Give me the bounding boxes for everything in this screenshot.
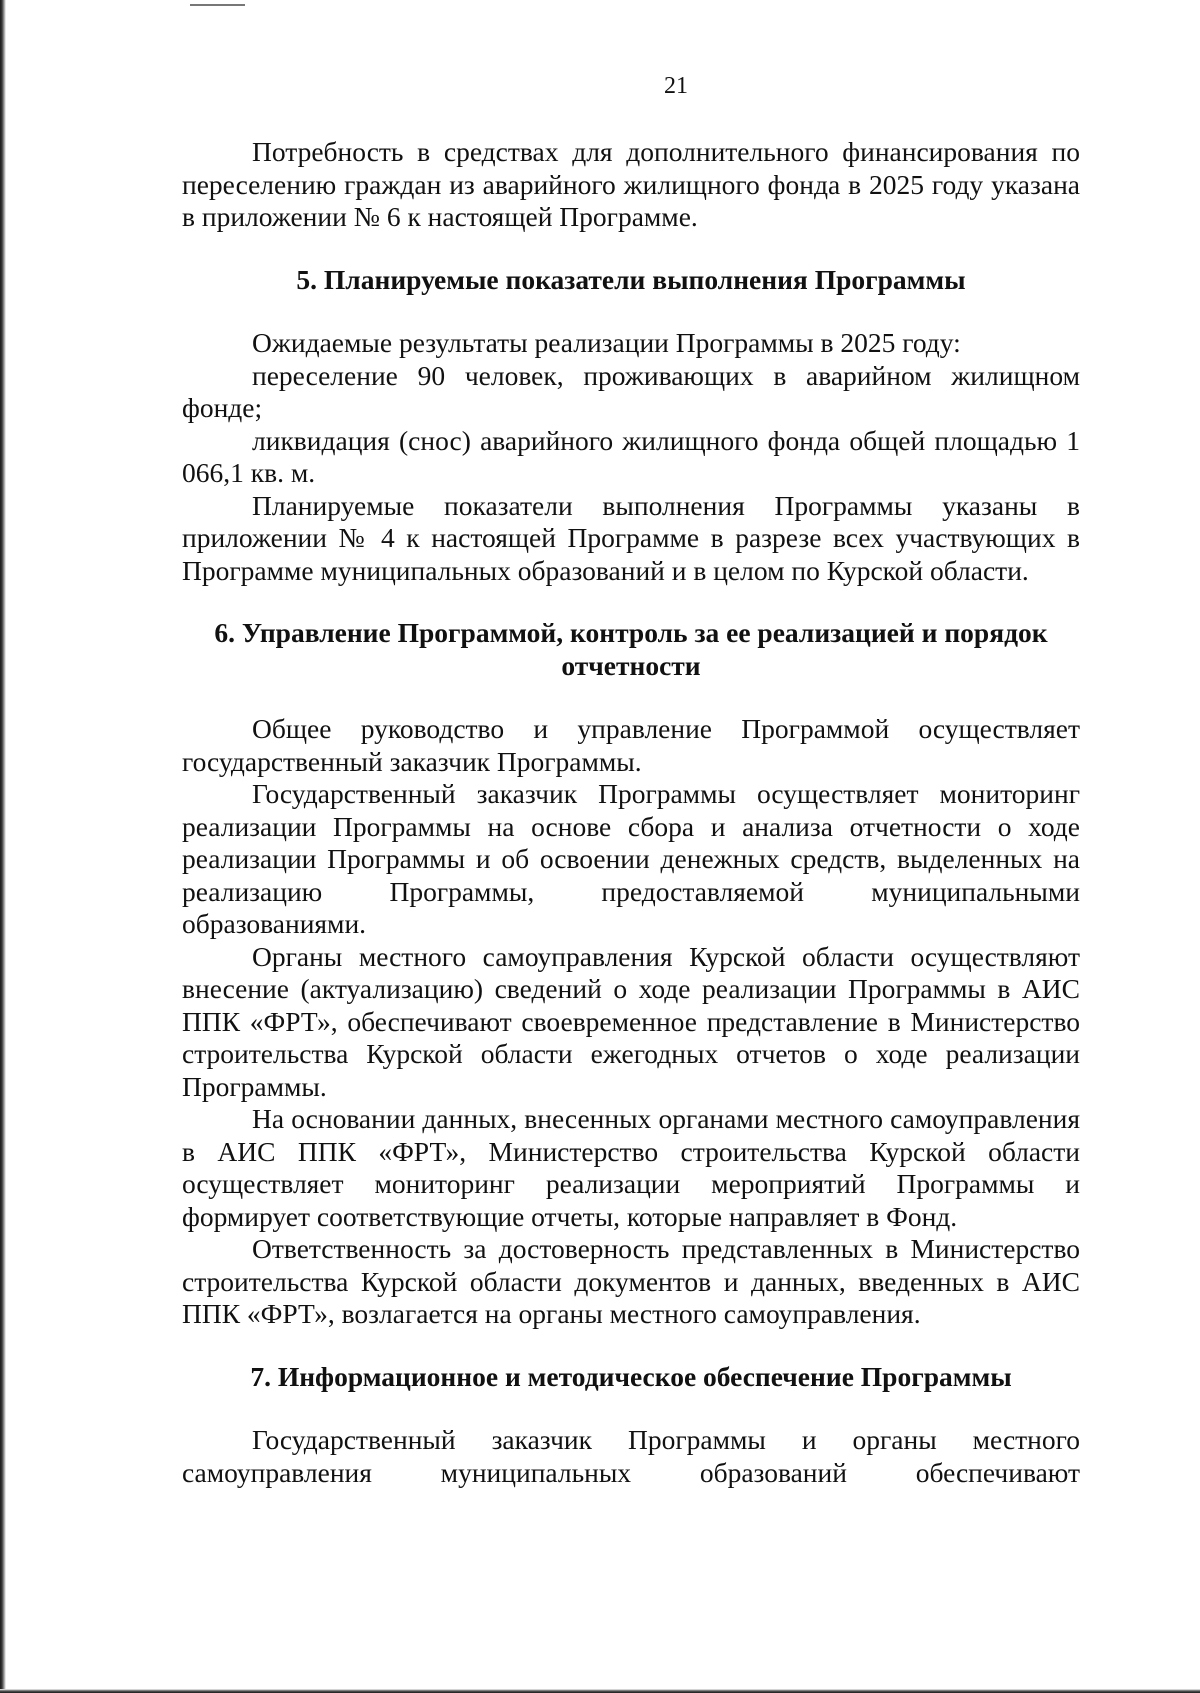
paragraph-expected-results: Ожидаемые результаты реализации Программы в 2025 году: [252, 327, 961, 358]
scan-top-mark [190, 4, 245, 6]
paragraph-general-management: Общее руководство и управление Программой осуществляет государственный заказчик Программы. [182, 713, 1080, 777]
section-heading-7: 7. Информационное и методическое обеспечение Программы [250, 1360, 1012, 1392]
section-heading-5: 5. Планируемые показатели выполнения Программы [296, 263, 966, 295]
scan-left-edge [0, 0, 6, 1693]
paragraph-local-authorities: Органы местного самоуправления Курской области осуществляют внесение (актуализацию) сведений о ходе реализации Программы в АИС ППК «ФРТ», обеспечивают своевременное представление в Министерство строительства Курской области ежегодных отчетов о ходе реализации Программы. [182, 940, 1080, 1102]
page-number: 21 [664, 73, 688, 99]
paragraph-monitoring: Государственный заказчик Программы осуществляет мониторинг реализации Программы на основе сбора и анализа отчетности о ходе реализации Программы и об освоении денежных средств, выделенных на реализацию Программы, предоставляемой муниципальными образованиями. [182, 778, 1080, 939]
paragraph-information-support: Государственный заказчик Программы и органы местного самоуправления муниципальных образований обеспечивают [182, 1424, 1080, 1488]
paragraph-resettlement: переселение 90 человек, проживающих в аварийном жилищном фонде; [182, 359, 1080, 423]
paragraph-ministry-reports: На основании данных, внесенных органами местного самоуправления в АИС ППК «ФРТ», Министерство строительства Курской области осуществляет мониторинг реализации мероприятий Программы и формирует соответствующие отчеты, которые направляет в Фонд. [182, 1103, 1080, 1232]
paragraph-indicators: Планируемые показатели выполнения Программы указаны в приложении № 4 к настоящей Программе в разрезе всех участвующих в Программе муниципальных образований и в целом по Курской области. [182, 489, 1080, 586]
paragraph-demolition: ликвидация (снос) аварийного жилищного фонда общей площадью 1 066,1 кв. м. [182, 424, 1080, 488]
section-heading-6: 6. Управление Программой, контроль за ее реализацией и порядок отчетности [214, 617, 1048, 681]
scan-bottom-edge [0, 1689, 1200, 1693]
paragraph-funding-need: Потребность в средствах для дополнительного финансирования по переселению граждан из аварийного жилищного фонда в 2025 году указана в приложении № 6 к настоящей Программе. [182, 136, 1080, 232]
paragraph-responsibility: Ответственность за достоверность представленных в Министерство строительства Курской области документов и данных, введенных в АИС ППК «ФРТ», возлагается на органы местного самоуправления. [182, 1233, 1080, 1329]
document-page [182, 70, 1080, 1489]
